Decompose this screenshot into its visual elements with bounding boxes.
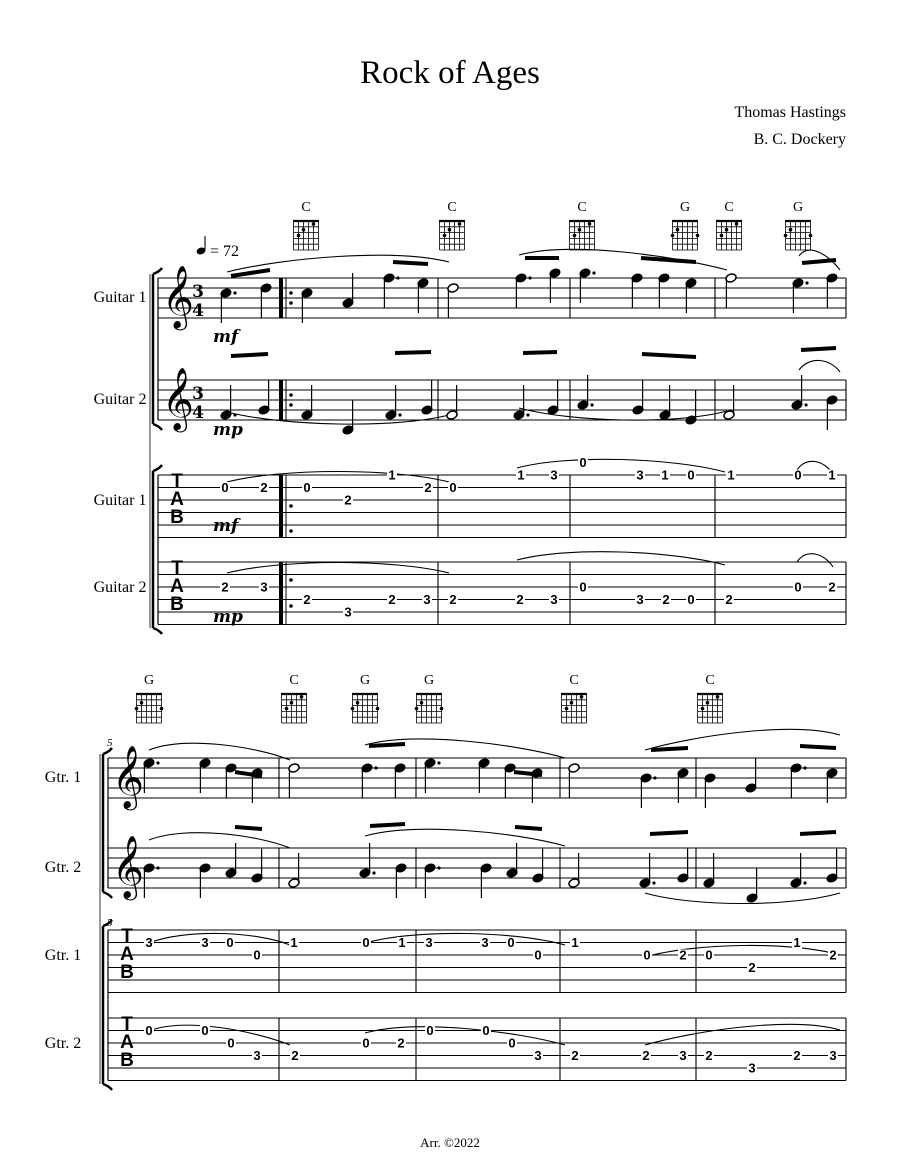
repeat-thick-barline <box>279 278 283 318</box>
tab-label-guitar2: Gtr. 2 <box>44 1035 82 1052</box>
tab-letter-t: T <box>171 471 183 492</box>
tab-fret-number: 2 <box>679 947 687 963</box>
note-beam <box>650 832 688 834</box>
tab-fret-number: 0 <box>221 480 229 495</box>
chord-symbol: G <box>423 673 435 688</box>
tab-fret-number: 1 <box>828 467 836 483</box>
chord-dot <box>716 695 720 699</box>
augmentation-dot <box>653 776 656 779</box>
chord-dot <box>784 234 788 238</box>
tab-letter-t: T <box>121 926 133 947</box>
note-beam <box>641 258 696 262</box>
standard-staff-guitar2 <box>108 848 846 888</box>
tab-fret-number: 2 <box>829 947 837 963</box>
chord-diagram <box>281 694 307 723</box>
chord-diagram <box>293 221 319 250</box>
augmentation-dot <box>652 881 655 884</box>
slur <box>149 833 290 848</box>
augmentation-dot <box>398 413 401 416</box>
tab-letter-t: T <box>171 558 183 579</box>
note-beam <box>369 744 405 746</box>
chord-dot <box>458 222 462 226</box>
note-beam <box>393 262 428 264</box>
chord-dot <box>789 228 793 232</box>
tempo-marking: = 72 <box>210 243 240 260</box>
tab-fret-number: 0 <box>303 480 311 495</box>
tab-fret-number: 2 <box>424 480 432 495</box>
chord-symbol: C <box>724 200 734 215</box>
tab-letter-b: B <box>120 1050 134 1071</box>
chord-symbol: G <box>792 200 804 215</box>
tab-fret-number: 3 <box>550 467 558 483</box>
slur <box>149 1025 290 1045</box>
dynamic-mp-tab2: mp <box>213 607 243 627</box>
note-beam <box>802 260 836 263</box>
tab-fret-number: 3 <box>253 1048 261 1063</box>
repeat-dot <box>289 578 293 582</box>
treble-clef: 𝄞 <box>162 367 194 430</box>
chord-symbol: C <box>569 673 579 688</box>
chord-dot <box>809 234 813 238</box>
note-beam <box>231 354 268 356</box>
slur <box>149 933 290 945</box>
chord-dot <box>443 234 447 238</box>
dynamic-mp-guitar2: mp <box>213 420 243 440</box>
tab-fret-number: 1 <box>727 467 735 483</box>
chord-dot <box>573 234 577 238</box>
chord-diagram <box>415 694 444 723</box>
augmentation-dot <box>233 413 236 416</box>
tab-fret-number: 2 <box>516 592 524 607</box>
augmentation-dot <box>437 761 440 764</box>
chord-diagram <box>671 221 700 250</box>
tab-fret-number: 3 <box>550 592 558 607</box>
augmentation-dot <box>803 881 806 884</box>
repeat-thick-barline <box>279 380 283 420</box>
dynamic-mf-tab1: mf <box>213 516 239 536</box>
note-beam <box>370 824 405 826</box>
staff-label-guitar2: Guitar 2 <box>93 391 147 408</box>
tab-fret-number: 1 <box>517 467 525 483</box>
augmentation-dot <box>156 866 159 869</box>
chord-dot <box>671 234 675 238</box>
chord-dot <box>415 707 419 711</box>
staff-label-guitar1: Guitar 1 <box>93 289 147 306</box>
repeat-thick-barline <box>279 475 283 538</box>
tab-fret-number: 0 <box>227 1035 235 1051</box>
chord-dot <box>135 707 139 711</box>
slur <box>645 1024 840 1045</box>
tab-fret-number: 2 <box>748 960 756 975</box>
time-sig-numerator: 3 <box>192 282 204 302</box>
tab-fret-number: 3 <box>344 604 352 620</box>
chord-dot <box>735 222 739 226</box>
chord-dot <box>570 701 574 705</box>
tab-fret-number: 3 <box>748 1060 756 1076</box>
tab-label-guitar1: Gtr. 1 <box>44 947 82 964</box>
chord-dot <box>312 222 316 226</box>
augmentation-dot <box>374 766 377 769</box>
augmentation-dot <box>805 281 808 284</box>
time-sig-denominator: 4 <box>192 301 204 321</box>
repeat-dot <box>289 291 293 295</box>
chord-symbol: C <box>577 200 587 215</box>
repeat-dot <box>289 529 293 533</box>
repeat-dot <box>289 393 293 397</box>
arranger-credit: B. C. Dockery <box>753 131 846 148</box>
chord-dot <box>290 701 294 705</box>
augmentation-dot <box>592 271 595 274</box>
tab-fret-number: 0 <box>362 935 370 950</box>
note-beam <box>395 352 431 353</box>
chord-dot <box>580 695 584 699</box>
tab-fret-number: 2 <box>642 1048 650 1063</box>
copyright-notice: Arr. ©2022 <box>420 1135 480 1150</box>
tab-letter-a: A <box>120 1032 134 1053</box>
augmentation-dot <box>528 276 531 279</box>
tab-fret-number: 0 <box>687 467 695 483</box>
tab-fret-number: 0 <box>534 947 542 963</box>
chord-dot <box>725 228 729 232</box>
slur <box>365 933 565 945</box>
repeat-dot <box>289 604 293 608</box>
tab-fret-number: 3 <box>829 1048 837 1063</box>
tab-letter-t: T <box>121 1014 133 1035</box>
tab-fret-number: 2 <box>397 1035 405 1051</box>
tab-fret-number: 0 <box>705 947 713 963</box>
chord-symbol: C <box>705 673 715 688</box>
augmentation-dot <box>526 413 529 416</box>
score-title: Rock of Ages <box>360 55 540 91</box>
treble-clef: 𝄞 <box>112 745 144 808</box>
note-beam <box>800 746 836 748</box>
tab-fret-number: 2 <box>291 1048 299 1063</box>
tab-fret-number: 0 <box>579 455 587 470</box>
tab-fret-number: 2 <box>344 492 352 508</box>
chord-dot <box>440 707 444 711</box>
tab-fret-number: 2 <box>303 592 311 607</box>
tab-fret-number: 2 <box>388 592 396 607</box>
chord-symbol: G <box>143 673 155 688</box>
tab-fret-number: 3 <box>425 935 433 950</box>
tab-fret-number: 1 <box>290 935 298 950</box>
chord-dot <box>565 707 569 711</box>
chord-dot <box>356 701 360 705</box>
note-beam <box>800 832 836 834</box>
chord-dot <box>140 701 144 705</box>
tab-letter-a: A <box>170 576 184 597</box>
chord-dot <box>297 234 301 238</box>
chord-dot <box>300 695 304 699</box>
chord-diagram <box>784 221 813 250</box>
tab-fret-number: 2 <box>260 480 268 495</box>
tab-fret-number: 2 <box>662 592 670 607</box>
time-sig-numerator: 3 <box>192 384 204 404</box>
chord-dot <box>420 701 424 705</box>
note-beam <box>651 748 688 750</box>
tab-fret-number: 1 <box>388 467 396 483</box>
repeat-thick-barline <box>279 562 283 625</box>
tab-label-guitar1: Guitar 1 <box>93 492 147 509</box>
slur <box>365 829 565 846</box>
chord-diagram <box>439 221 465 250</box>
tab-fret-number: 2 <box>828 579 836 595</box>
tab-fret-number: 0 <box>226 935 234 950</box>
chord-dot <box>720 234 724 238</box>
tab-fret-number: 0 <box>362 1035 370 1051</box>
tab-fret-number: 0 <box>201 1023 209 1038</box>
standard-staff-guitar1 <box>108 758 846 798</box>
tab-fret-number: 0 <box>426 1023 434 1038</box>
repeat-dot <box>289 403 293 407</box>
augmentation-dot <box>233 291 236 294</box>
staff-label-guitar2: Gtr. 2 <box>44 859 82 876</box>
tab-fret-number: 0 <box>794 467 802 483</box>
tab-fret-number: 1 <box>571 935 579 950</box>
note-beam <box>801 348 836 350</box>
chord-diagram <box>561 694 587 723</box>
tab-fret-number: 3 <box>260 579 268 595</box>
tab-fret-number: 3 <box>679 1048 687 1063</box>
tab-fret-number: 2 <box>449 592 457 607</box>
chord-diagram <box>351 694 380 723</box>
tab-letter-a: A <box>120 944 134 965</box>
tab-fret-number: 0 <box>449 480 457 495</box>
slur <box>365 1027 565 1045</box>
tab-fret-number: 1 <box>661 467 669 483</box>
chord-diagram <box>135 694 164 723</box>
tab-letter-b: B <box>170 594 184 615</box>
chord-diagram <box>697 694 723 723</box>
tab-letter-b: B <box>170 507 184 528</box>
chord-dot <box>706 701 710 705</box>
chord-dot <box>696 234 700 238</box>
staff-label-guitar1: Gtr. 1 <box>44 769 82 786</box>
chord-dot <box>351 707 355 711</box>
augmentation-dot <box>803 766 806 769</box>
chord-symbol: G <box>679 200 691 215</box>
note-beam <box>235 827 262 829</box>
slur <box>365 739 565 758</box>
tab-fret-number: 3 <box>423 592 431 607</box>
chord-dot <box>701 707 705 711</box>
slur <box>149 743 290 760</box>
tab-fret-number: 3 <box>636 592 644 607</box>
chord-dot <box>448 228 452 232</box>
slur <box>227 563 449 574</box>
tab-fret-number: 3 <box>481 935 489 950</box>
chord-symbol: C <box>289 673 299 688</box>
chord-dot <box>578 228 582 232</box>
tab-fret-number: 3 <box>145 935 153 950</box>
augmentation-dot <box>372 871 375 874</box>
tab-fret-number: 0 <box>579 579 587 595</box>
chord-dot <box>376 707 380 711</box>
tab-fret-number: 3 <box>534 1048 542 1063</box>
chord-dot <box>285 707 289 711</box>
chord-symbol: G <box>359 673 371 688</box>
note-beam <box>523 352 557 353</box>
chord-symbol: C <box>301 200 311 215</box>
augmentation-dot <box>804 403 807 406</box>
tab-fret-number: 1 <box>793 935 801 950</box>
chord-diagram <box>569 221 595 250</box>
augmentation-dot <box>156 761 159 764</box>
augmentation-dot <box>396 276 399 279</box>
tab-fret-number: 0 <box>794 579 802 595</box>
measure-number: 5 <box>107 917 113 929</box>
tab-fret-number: 3 <box>636 467 644 483</box>
tab-fret-number: 2 <box>793 1048 801 1063</box>
note-beam <box>231 270 270 276</box>
tab-letter-a: A <box>170 489 184 510</box>
tab-staff-guitar1 <box>108 930 846 993</box>
tab-fret-number: 3 <box>201 935 209 950</box>
tab-fret-number: 1 <box>398 935 406 950</box>
treble-clef: 𝄞 <box>162 265 194 328</box>
tab-letter-b: B <box>120 962 134 983</box>
repeat-dot <box>289 301 293 305</box>
tab-fret-number: 0 <box>687 592 695 607</box>
tab-fret-number: 2 <box>725 592 733 607</box>
slur <box>517 552 725 565</box>
augmentation-dot <box>590 403 593 406</box>
composer-credit: Thomas Hastings <box>734 104 846 121</box>
tab-fret-number: 0 <box>145 1023 153 1038</box>
chord-dot <box>160 707 164 711</box>
dynamic-mf-guitar1: mf <box>213 327 239 347</box>
slur <box>645 893 840 904</box>
chord-dot <box>676 228 680 232</box>
repeat-dot <box>289 504 293 508</box>
tab-fret-number: 2 <box>221 579 229 595</box>
note-beam <box>642 354 696 357</box>
tab-fret-number: 0 <box>507 935 515 950</box>
chord-dot <box>302 228 306 232</box>
measure-number: 5 <box>107 737 113 749</box>
treble-clef: 𝄞 <box>112 835 144 898</box>
slur <box>797 554 833 567</box>
chord-dot <box>588 222 592 226</box>
chord-symbol: C <box>447 200 457 215</box>
tab-fret-number: 0 <box>482 1023 490 1038</box>
tab-fret-number: 2 <box>705 1048 713 1063</box>
tab-label-guitar2: Guitar 2 <box>93 579 147 596</box>
augmentation-dot <box>437 866 440 869</box>
tab-fret-number: 0 <box>643 947 651 963</box>
tab-fret-number: 2 <box>571 1048 579 1063</box>
time-sig-denominator: 4 <box>192 403 204 423</box>
chord-diagram <box>716 221 742 250</box>
tab-fret-number: 0 <box>508 1035 516 1051</box>
note-beam <box>515 827 542 829</box>
tab-fret-number: 0 <box>253 947 261 963</box>
slur <box>799 360 840 372</box>
